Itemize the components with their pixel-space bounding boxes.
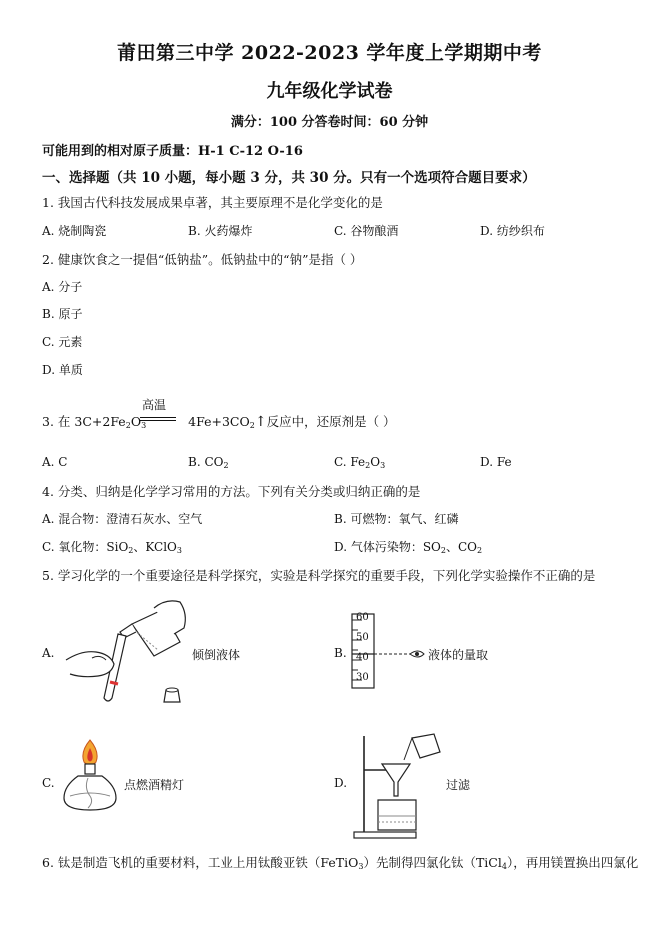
alcohol-lamp-illustration: [60, 738, 120, 814]
question-2-stem: 2. 健康饮食之一提倡“低钠盐”。低钠盐中的“钠”是指（ ）: [42, 252, 363, 267]
cylinder-tick-40: 40: [356, 652, 369, 663]
question-5-option-a-label: 倾倒液体: [192, 648, 241, 662]
question-5-option-d-letter[interactable]: D.: [334, 776, 348, 790]
question-4-option-a[interactable]: A. 混合物：澄清石灰水、空气: [42, 512, 203, 526]
section-title: 一、选择题（共 10 小题，每小题 3 分，共 30 分。只有一个选项符合题目要求）: [42, 170, 536, 186]
atomic-mass-line: 可能用到的相对原子质量：H-1 C-12 O-16: [42, 144, 303, 159]
question-2-option-d[interactable]: D. 单质: [42, 363, 83, 377]
question-5-option-a-letter[interactable]: A.: [42, 646, 55, 660]
question-3-option-b[interactable]: B. $CO_2$: [188, 455, 229, 470]
cylinder-tick-30: 30: [356, 672, 369, 683]
question-3-option-d[interactable]: D. Fe: [480, 455, 512, 469]
equation-text: 3. 在 $3C+2Fe_2O_3$ $4Fe+3CO_2↑$反应中，还原剂是（ ）: [42, 414, 396, 430]
question-2-option-c[interactable]: C. 元素: [42, 335, 83, 349]
question-4-option-b[interactable]: B. 可燃物：氧气、红磷: [334, 512, 459, 526]
cylinder-tick-60: 60: [356, 612, 369, 623]
question-1-option-c[interactable]: C. 谷物酿酒: [334, 224, 399, 238]
filtration-illustration: [350, 730, 446, 840]
question-2-option-b[interactable]: B. 原子: [42, 307, 83, 321]
question-4-option-d[interactable]: D. 气体污染物：$SO_2$、$CO_2$: [334, 540, 483, 555]
question-5-option-c-letter[interactable]: C.: [42, 776, 55, 790]
exam-title: 莆田第三中学 2022-2023 学年度上学期期中考: [117, 42, 542, 64]
question-2-option-a[interactable]: A. 分子: [42, 280, 83, 294]
pouring-liquid-illustration: [62, 594, 192, 706]
gas-arrow-icon: ↑: [254, 414, 267, 430]
question-3-option-c[interactable]: C. $Fe_2O_3$: [334, 455, 386, 470]
exam-meta: 满分：100 分答卷时间：60 分钟: [230, 115, 429, 130]
exam-subtitle: 九年级化学试卷: [266, 81, 393, 102]
question-4-option-c[interactable]: C. 氧化物：SiO$_2$、KClO$_3$: [42, 540, 182, 555]
question-5-stem: 5. 学习化学的一个重要途径是科学探究，实验是科学探究的重要手段，下列化学实验操作不正确的是: [42, 568, 596, 583]
question-5-option-d-label: 过滤: [446, 778, 471, 792]
question-1-option-a[interactable]: A. 烧制陶瓷: [42, 224, 107, 238]
question-1-option-b[interactable]: B. 火药爆炸: [188, 224, 253, 238]
question-1-option-d[interactable]: D. 纺纱织布: [480, 224, 545, 238]
question-6-stem: 6. 钛是制造飞机的重要材料，工业上用钛酸亚铁（FeTiO$_3$）先制得四氯化钛（TiCl$_4$），再用镁置换出四氯化: [42, 855, 639, 871]
question-4-stem: 4. 分类、归纳是化学学习常用的方法。下列有关分类或归纳正确的是: [42, 484, 421, 499]
question-5-option-b-label: 液体的量取: [428, 648, 489, 662]
question-5-option-c-label: 点燃酒精灯: [124, 778, 185, 792]
question-3-option-a[interactable]: A. C: [42, 455, 68, 469]
question-5-option-b-letter[interactable]: B.: [334, 646, 347, 660]
question-1-stem: 1. 我国古代科技发展成果卓著，其主要原理不是化学变化的是: [42, 195, 383, 210]
cylinder-tick-50: 50: [356, 632, 369, 643]
reaction-condition: 高温: [142, 398, 167, 412]
